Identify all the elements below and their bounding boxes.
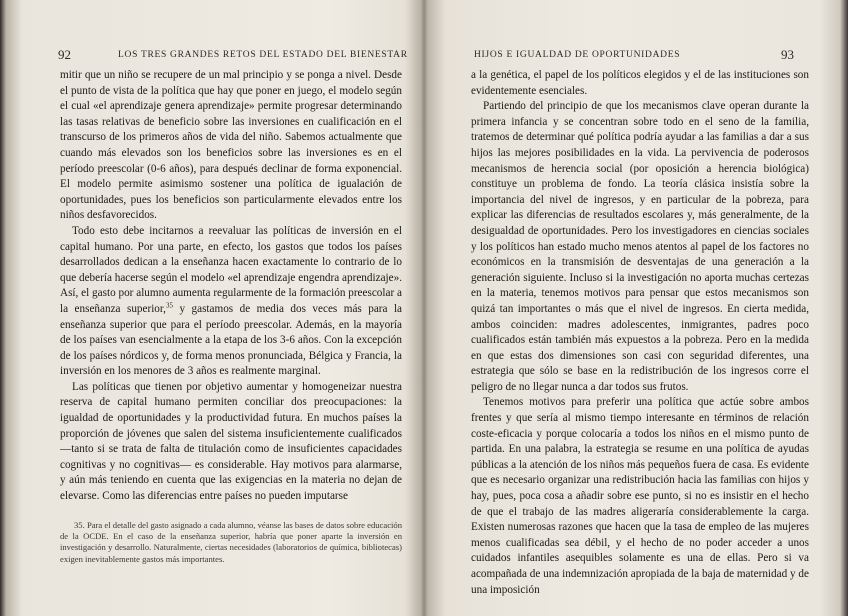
- paragraph: a la genética, el papel de los políticos elegidos y el de las instituciones son evidentemente esenciales.: [471, 69, 809, 97]
- footnote: [60, 520, 402, 565]
- page-number-right: 93: [781, 47, 794, 62]
- footnote-number: 35.: [74, 520, 85, 530]
- paragraph: Tenemos motivos para preferir una política que actúe sobre ambos frentes y que sería al mismo tiempo interesante en términos de relación coste-eficacia y porque colocaría a todos los niños en el mismo punto de partida. En una palabra, la estrategia se resume en una política de ayudas públicas a la atención de los niños más pequeños fuera de casa. Es evidente que es necesario organizar una redistribución hacia las familias con hijos y hay, pues, poca cosa a añadir sobre ese punto, si no es insistir en el hecho de que el trabajo de las madres aligeraría considerablemente la carga. Existen numerosas razones que hacen que la tasa de empleo de las mujeres menos cualificadas sea débil, y el hecho de no poder acceder a unos cuidados infantiles asequibles solamente es una de ellas. Pero si va acompañada de una indemnización apropiada de la baja de maternidad y de una imposición: [471, 396, 809, 596]
- footnote-reference: 35: [165, 301, 173, 310]
- paragraph: Las políticas que tienen por objetivo aumentar y homogeneizar nuestra reserva de capital humano permiten conciliar dos preocupaciones: la igualdad de oportunidades y la productividad futura. En muchos países la proporción de jóvenes que salen del sistema insuficientemente cualificados —tanto si se trata de falta de titulación como de insuficientes capacidades cognitivas y no cognitivas— es considerable. Hay motivos para alarmarse, y aún más teniendo en cuenta que las exigencias en la materia no dejan de elevarse. Como las diferencias entre países no pueden imputarse: [60, 380, 402, 503]
- paragraph-text: y gastamos de media dos veces más para la enseñanza superior que para el período preescolar. Además, en la mayoría de los países van esencialmente a la etapa de los 3-6 años. Con la excepción de los países nórdicos y, de forma menos pronunciada, Bélgica y Francia, la inversión en los menores de 3 años es realmente marginal.: [60, 302, 403, 378]
- right-page: [424, 0, 848, 616]
- right-page-body: [471, 68, 809, 598]
- paragraph: [60, 224, 402, 380]
- paragraph-text: Todo esto debe incitarnos a reevaluar las políticas de inversión en el capital humano. Por una parte, en efecto, los gastos que todos los países desarrollados dedican a la enseñanza hacen exactamente lo contrario de lo que debería hacerse según el modelo «el aprendizaje engendra aprendizaje». Así, el gasto por alumno aumenta regularmente de la formación preescolar a la enseñanza superior,: [60, 224, 402, 315]
- page-number-left: 92: [58, 47, 71, 62]
- running-head-right: HIJOS E IGUALDAD DE OPORTUNIDADES: [474, 50, 681, 60]
- footnote-paragraph: [60, 520, 402, 565]
- paragraph: Partiendo del principio de que los mecanismos clave operan durante la primera infancia y se concentran sobre todo en el seno de la familia, tratemos de determinar qué política podría ayudar a las familias a dar a sus hijos las mejores posibilidades en la vida. La pervivencia de poderosos mecanismos de herencia social (por oposición a herencia biológica) constituye un problema de fondo. La teoría clásica insistía sobre la importancia del nivel de ingresos, y en particular de la pobreza, para explicar las diferencias de resultados escolares y, más generalmente, de la desigualdad de oportunidades. Pero los investigadores en ciencias sociales y los políticos han estado mucho menos atentos al papel de los factores no económicos en la transmisión de desventajas de una generación a la generación siguiente. Incluso si la investigación no aporta muchas certezas en la materia, tenemos motivos para pensar que estos mecanismos son quizá tan importantes o más que el nivel de ingresos. En cierta medida, ambos coinciden: madres adolescentes, inmigrantes, padres poco cualificados están también más expuestos a la pobreza. Pero en la medida en que estas dos dimensiones son casi con seguridad diferentes, una estrategia que sólo se base en la redistribución de los ingresos corre el peligro de no llegar nunca a dar todos sus frutos.: [471, 100, 809, 393]
- paragraph: mitir que un niño se recupere de un mal principio y se ponga a nivel. Desde el punto de vista de la política que hay que poner en juego, el modelo según el cual «el aprendizaje genera aprendizaje» permite progresar determinando las tasas relativas de beneficio sobre las inversiones en cualificación en el transcurso de los primeros años de vida del niño. Sabemos actualmente que cuando más elevados son los beneficios sobre las inversiones es en el período preescolar (0-6 años), para después declinar de forma exponencial. El modelo permite asimismo sostener una política de igualación de oportunidades, pues los beneficios son particularmente elevados entre los niños desfavorecidos.: [60, 69, 402, 222]
- left-page-body: [60, 68, 402, 505]
- footnote-text: Para el detalle del gasto asignado a cada alumno, véanse las bases de datos sobre educación de la OCDE. En el caso de la enseñanza superior, habría que poner aparte la inversión en investigación y desarrollo. Naturalmente, ciertas necesidades (laboratorios de química, bibliotecas) exigen inevitablemente gastos más importantes.: [60, 520, 402, 564]
- running-head-left: LOS TRES GRANDES RETOS DEL ESTADO DEL BIENESTAR: [118, 50, 408, 60]
